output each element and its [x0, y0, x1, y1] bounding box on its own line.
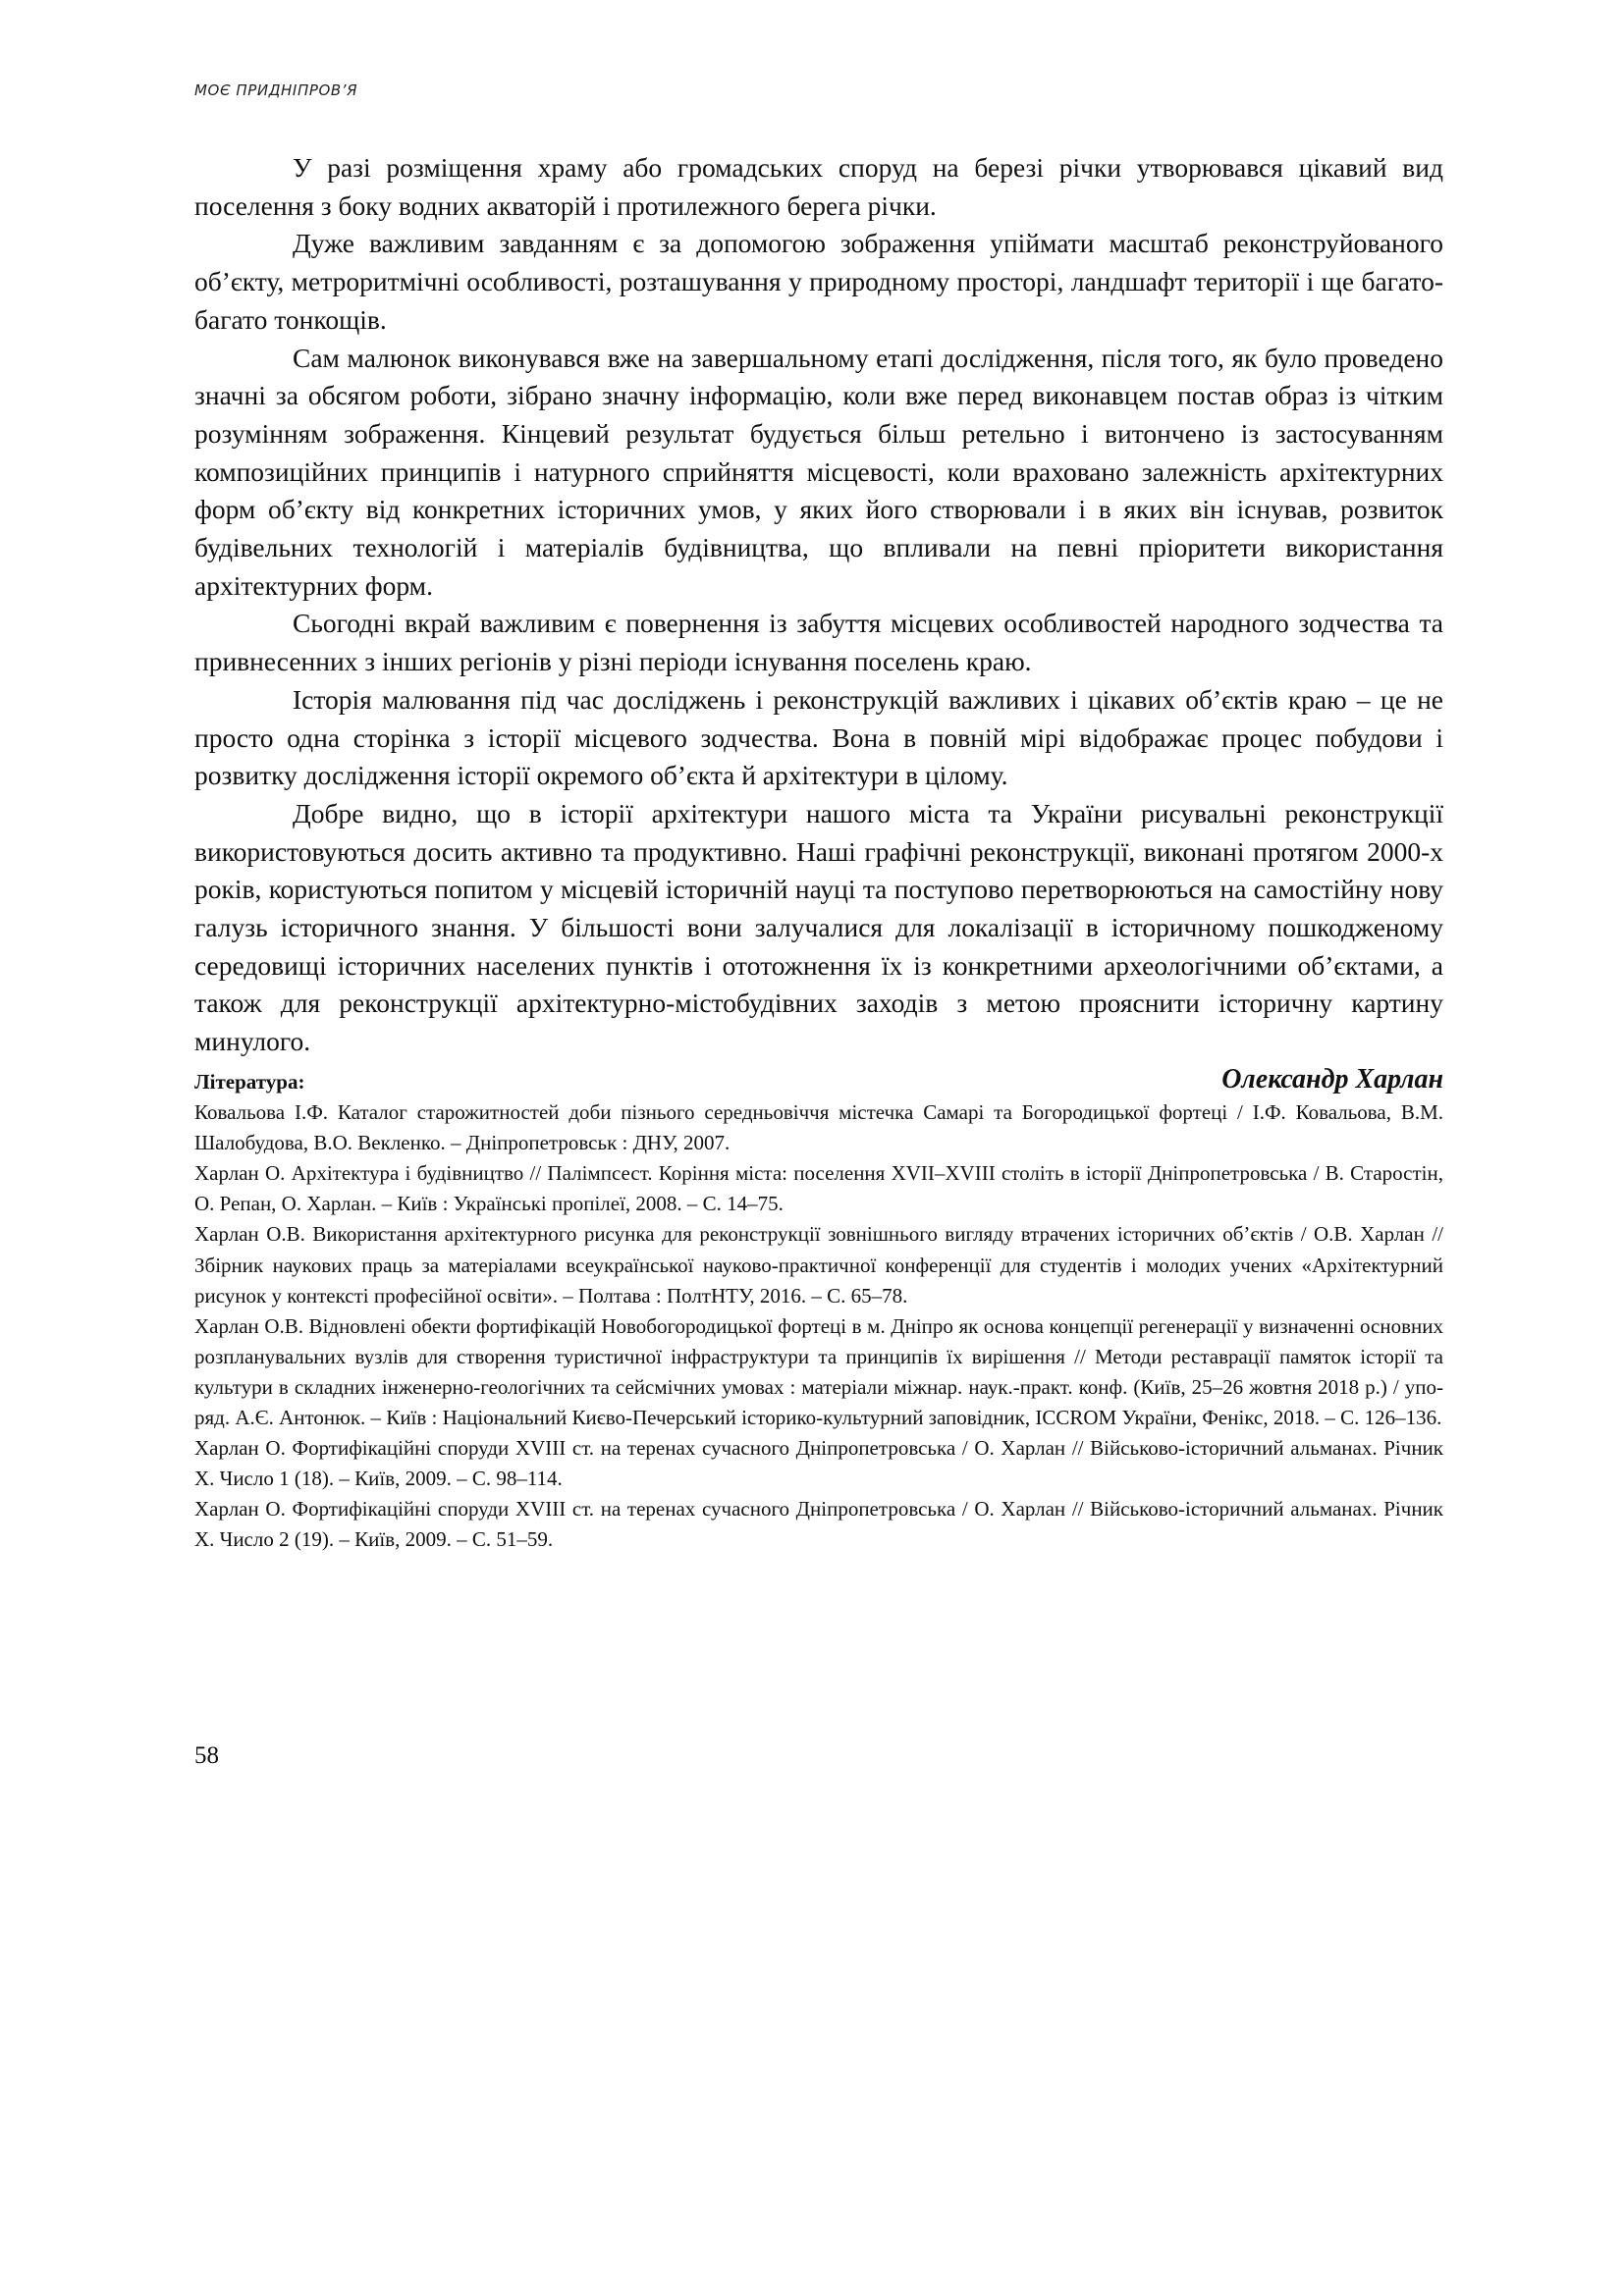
reference-item: Харлан О.В. Використання архітектурного рисунка для реконструкції зовнішнього вигляду втрачених історичних об’єктів / О.В. Харлан // Збірник наукових праць за матеріалами всеукраїнської науково-практичної конференції для студентів і молодих учених «Архітектурний рисунок у контексті професійної освіти». – Полтава : ПолтНТУ, 2016. – С. 65–78. — [194, 1222, 1443, 1308]
article-body — [194, 149, 1443, 1098]
author-signature: Олександр Харлан — [1221, 1063, 1443, 1095]
body-paragraph: Сам малюнок виконувався вже на завершальному етапі дослідження, після того, як було проведено значні за обсягом роботи, зібрано значну інформацію, коли вже перед виконавцем постав образ із чітким розумінням зображення. Кінцевий результат будується більш ретельно і витончено із застосуванням композиційних принципів і натурного сприйняття місцевості, коли враховано залежність архітектурних форм об’єкту від конкретних історичних умов, у яких його створювали і в яких він існував, розвиток будівельних технологій і матеріалів будівництва, що впливали на певні пріоритети використання архітектурних форм. — [194, 342, 1443, 601]
body-paragraph: Добре видно, що в історії архітектури нашого міста та України рисувальні реконструкції використовуються досить активно та продуктивно. Наші графічні реконструкції, виконані протягом 2000-х років, користуються попитом у місцевій історичній науці та поступово перетворюються на самостійну нову галузь історичного знання. У більшості вони залучалися для локалізації в історичному пошкодженому середовищі історичних населених пунктів і ототожнення їх із конкретними археологічними об’єктами, а також для реконструкції архітектурно-містобудівних заходів з метою прояснити історичну картину минулого. — [194, 797, 1443, 1057]
reference-item: Ковальова І.Ф. Каталог старожитностей доби пізнього середньовіччя містечка Самарі та Богородицької фортеці / І.Ф. Ковальова, В.М. Шалобудова, В.О. Векленко. – Дніпропетровськ : ДНУ, 2007. — [194, 1100, 1443, 1155]
reference-item: Харлан О. Архітектура і будівництво // Палімпсест. Коріння міста: поселення XVII–XVIII століть в історії Дніпропетровська / В. Старостін, О. Репан, О. Харлан. – Київ : Українські пропілеї, 2008. – С. 14–75. — [194, 1161, 1443, 1216]
page-number: 58 — [194, 1742, 219, 1769]
references-heading: Література: — [194, 1070, 305, 1094]
reference-item: Харлан О. Фортифікаційні споруди XVIII ст. на теренах сучасного Дніпропетровська / О. Харлан // Військово-історичний альманах. Річник Х. Число 1 (18). – Київ, 2009. – С. 98–114. — [194, 1436, 1443, 1491]
body-paragraph: Сьогодні вкрай важливим є повернення із забуття місцевих особливостей народного зодчества та привнесенних з інших регіонів у різні періоди існування поселень краю. — [194, 608, 1443, 677]
body-paragraph: Дуже важливим завданням є за допомогою зображення упіймати масштаб реконструйованого об’єкту, метроритмічні особливості, розташування у природному просторі, ландшафт території і ще багато-багато тонкощів. — [194, 228, 1443, 335]
running-header: МОЄ ПРИДНІПРОВ’Я — [194, 81, 358, 99]
body-paragraph: Історія малювання під час досліджень і реконструкцій важливих і цікавих об’єктів краю – це не просто одна сторінка з історії місцевого зодчества. Вона в повній мірі відображає процес побудови і розвитку дослідження історії окремого об’єкта й архітектури в цілому. — [194, 683, 1443, 791]
reference-item: Харлан О. Фортифікаційні споруди XVIII ст. на теренах сучасного Дніпропетровська / О. Харлан // Військово-історичний альманах. Річник Х. Число 2 (19). – Київ, 2009. – С. 51–59. — [194, 1497, 1443, 1552]
body-paragraph: У разі розміщення храму або громадських споруд на березі річки утворювався цікавий вид поселення з боку водних акваторій і протилежного берега річки. — [194, 152, 1443, 221]
references-section — [194, 1067, 1443, 1556]
reference-item: Харлан О.В. Відновлені обекти фортифікацій Новобогородицької фортеці в м. Дніпро як основа концепції регенерації у визначенні основних розпланувальних вузлів для створення туристичної інфраструктури та принципів їх вирішення // Методи реставрації памяток історії та культури в складних інженерно-геологічних та сейсмічних умовах : матеріали міжнар. наук.-практ. конф. (Київ, 25–26 жовтня 2018 р.) / упоряд. А.Є. Антонюк. – Київ : Національний Києво-Печерський історико-культурний заповідник, ICCROM України, Фенікс, 2018. – С. 126–136. — [194, 1313, 1443, 1430]
